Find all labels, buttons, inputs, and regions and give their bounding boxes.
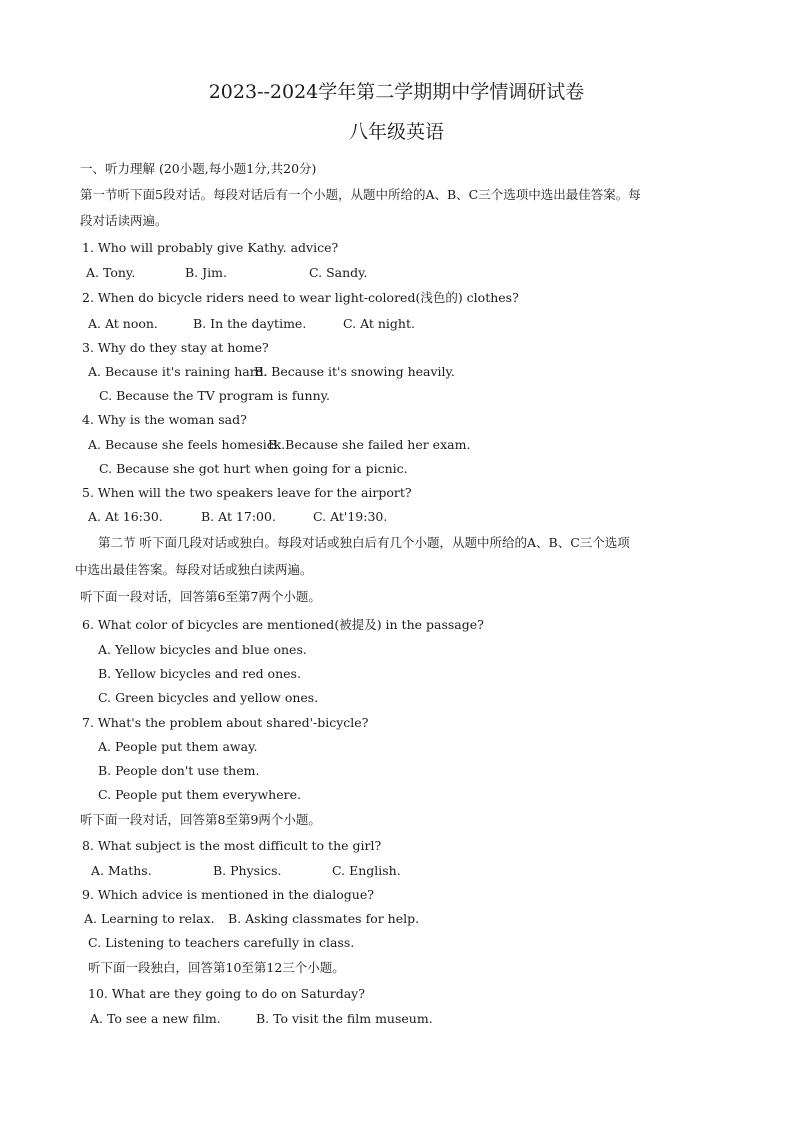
question-3: 3. Why do they stay at home? — [82, 340, 269, 355]
q6-option-a: A. Yellow bicycles and blue ones. — [98, 642, 307, 657]
q9-option-a: A. Learning to relax. — [84, 911, 215, 926]
q8-option-b: B. Physics. — [213, 863, 282, 878]
q5-option-a: A. At 16:30. — [88, 509, 163, 524]
q6-option-c: C. Green bicycles and yellow ones. — [98, 690, 319, 705]
q8-option-a: A. Maths. — [91, 863, 152, 878]
part1-instruction-line2: 段对话读两遍。 — [80, 213, 168, 228]
q2-option-b: B. In the daytime. — [193, 316, 307, 331]
q10-option-a: A. To see a new film. — [90, 1011, 221, 1026]
monologue-intro-10-12: 听下面一段独白，回答第10至第12三个小题。 — [88, 960, 345, 975]
q2-option-c: C. At night. — [343, 316, 415, 331]
question-2: 2. When do bicycle riders need to wear light-colored(浅色的) clothes? — [82, 290, 519, 305]
q1-option-b: B. Jim. — [185, 265, 227, 280]
q1-option-a: A. Tony. — [86, 265, 136, 280]
q4-option-b: B. Because she failed her exam. — [268, 437, 471, 452]
section-heading: 一、听力理解 (20小题,每小题1分,共20分) — [80, 161, 317, 176]
dialogue-intro-8-9: 听下面一段对话，回答第8至第9两个小题。 — [80, 812, 321, 827]
q7-option-b: B. People don't use them. — [98, 763, 260, 778]
q4-option-c: C. Because she got hurt when going for a picnic. — [99, 461, 408, 476]
q4-option-a: A. Because she feels homesick. — [88, 437, 286, 452]
page-subtitle: 八年级英语 — [348, 121, 444, 143]
dialogue-intro-6-7: 听下面一段对话，回答第6至第7两个小题。 — [80, 589, 321, 604]
q7-option-c: C. People put them everywhere. — [98, 787, 301, 802]
q3-option-a: A. Because it's raining hard. — [88, 364, 268, 379]
part2-instruction-line2: 中选出最佳答案。每段对话或独白读两遍。 — [75, 562, 313, 577]
q3-option-c: C. Because the TV program is funny. — [99, 388, 331, 403]
page-title: 2023--2024学年第二学期期中学情调研试卷 — [208, 81, 585, 103]
question-4: 4. Why is the woman sad? — [82, 412, 247, 427]
q2-option-a: A. At noon. — [88, 316, 158, 331]
q5-option-b: B. At 17:00. — [201, 509, 276, 524]
question-5: 5. When will the two speakers leave for the airport? — [82, 485, 412, 500]
question-6: 6. What color of bicycles are mentioned(被提及) in the passage? — [82, 617, 484, 632]
q9-option-c: C. Listening to teachers carefully in class. — [88, 935, 355, 950]
question-1: 1. Who will probably give Kathy. advice? — [82, 240, 339, 255]
question-7: 7. What's the problem about shared'-bicycle? — [82, 715, 369, 730]
q9-option-b: B. Asking classmates for help. — [228, 911, 420, 926]
question-9: 9. Which advice is mentioned in the dialogue? — [82, 887, 374, 902]
part2-instruction-line1: 第二节 听下面几段对话或独白。每段对话或独白后有几个小题，从题中所给的A、B、C三个选项 — [98, 535, 630, 550]
question-10: 10. What are they going to do on Saturday? — [88, 986, 365, 1001]
q10-option-b: B. To visit the film museum. — [256, 1011, 433, 1026]
q5-option-c: C. At'19:30. — [313, 509, 388, 524]
q1-option-c: C. Sandy. — [309, 265, 368, 280]
question-8: 8. What subject is the most difficult to the girl? — [82, 838, 382, 853]
q3-option-b: B. Because it's snowing heavily. — [254, 364, 455, 379]
part1-instruction-line1: 第一节听下面5段对话。每段对话后有一个小题，从题中所给的A、B、C三个选项中选出最佳答案。每 — [80, 187, 641, 202]
q6-option-b: B. Yellow bicycles and red ones. — [98, 666, 301, 681]
q7-option-a: A. People put them away. — [98, 739, 258, 754]
q8-option-c: C. English. — [332, 863, 401, 878]
